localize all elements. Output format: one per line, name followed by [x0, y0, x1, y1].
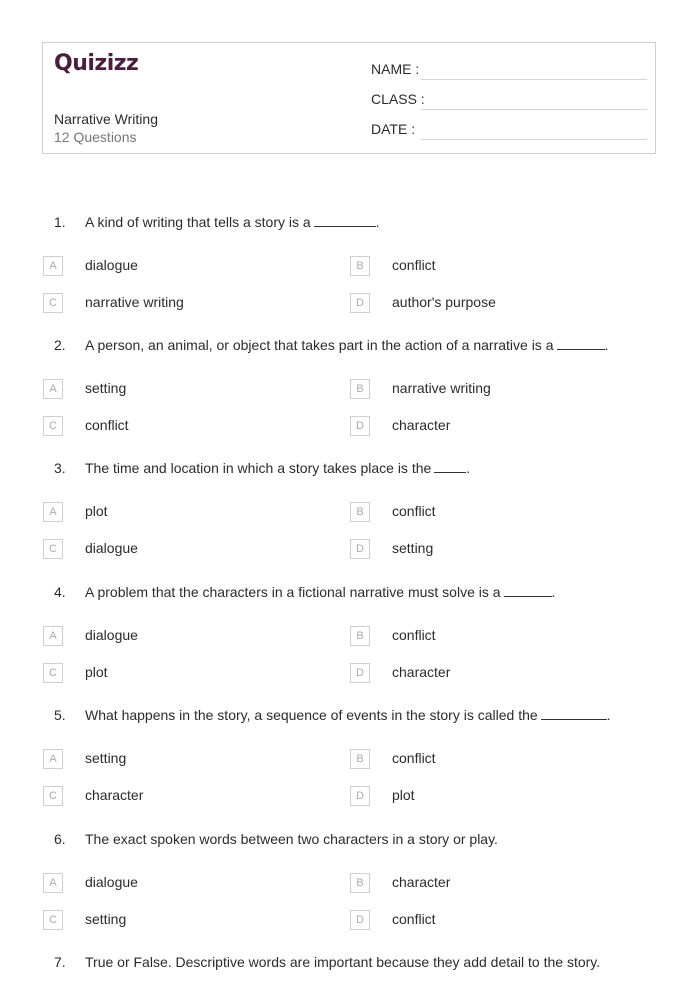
answer-blank	[434, 462, 466, 473]
option-letter-box[interactable]: A	[43, 749, 63, 769]
question-text: The time and location in which a story takes place is the	[85, 460, 432, 476]
option-letter-box[interactable]: D	[350, 293, 370, 313]
question-text: A kind of writing that tells a story is a	[85, 214, 311, 230]
question-3	[54, 460, 470, 476]
option-letter-box[interactable]: B	[350, 626, 370, 646]
option-text: dialogue	[85, 874, 138, 890]
date-label: DATE :	[371, 121, 416, 137]
option-letter-box[interactable]: B	[350, 502, 370, 522]
question-end-punct: .	[375, 214, 380, 230]
question-number: 7.	[54, 954, 66, 970]
option-letter-box[interactable]: D	[350, 539, 370, 559]
option-text: character	[392, 874, 451, 890]
option-text: author's purpose	[392, 294, 496, 310]
answer-blank	[504, 586, 552, 597]
option-letter-box[interactable]: B	[350, 873, 370, 893]
answer-blank	[557, 339, 605, 350]
option-text: setting	[85, 911, 127, 927]
question-4	[54, 584, 555, 600]
option-letter-box[interactable]: A	[43, 379, 63, 399]
question-end-punct: .	[606, 707, 611, 723]
option-text: dialogue	[85, 627, 138, 643]
option-text: dialogue	[85, 540, 138, 556]
option-text: setting	[85, 380, 127, 396]
option-text: character	[392, 417, 451, 433]
name-label: NAME :	[371, 61, 420, 77]
option-letter-box[interactable]: C	[43, 786, 63, 806]
option-text: setting	[392, 540, 434, 556]
question-number: 2.	[54, 337, 66, 353]
option-letter-box[interactable]: A	[43, 873, 63, 893]
question-6	[54, 831, 498, 847]
option-letter-box[interactable]: B	[350, 749, 370, 769]
option-text: conflict	[392, 627, 436, 643]
option-text: conflict	[392, 911, 436, 927]
option-letter-box[interactable]: B	[350, 379, 370, 399]
answer-blank	[541, 709, 607, 720]
name-line	[421, 79, 647, 80]
option-letter-box[interactable]: D	[350, 910, 370, 930]
question-number: 3.	[54, 460, 66, 476]
question-number: 6.	[54, 831, 66, 847]
option-text: conflict	[392, 750, 436, 766]
option-letter-box[interactable]: C	[43, 539, 63, 559]
option-text: plot	[85, 503, 108, 519]
option-letter-box[interactable]: A	[43, 502, 63, 522]
option-text: conflict	[392, 257, 436, 273]
option-letter-box[interactable]: A	[43, 256, 63, 276]
question-text: True or False. Descriptive words are important because they add detail to the story.	[85, 954, 601, 970]
class-line	[421, 109, 647, 110]
question-number: 4.	[54, 584, 66, 600]
option-text: setting	[85, 750, 127, 766]
option-letter-box[interactable]: B	[350, 256, 370, 276]
question-count: 12 Questions	[54, 129, 137, 145]
option-text: conflict	[85, 417, 129, 433]
question-end-punct: .	[604, 337, 609, 353]
date-line	[421, 139, 647, 140]
option-text: plot	[85, 664, 108, 680]
worksheet-header	[42, 42, 656, 154]
option-text: narrative writing	[85, 294, 184, 310]
option-text: character	[392, 664, 451, 680]
question-text: A person, an animal, or object that takes part in the action of a narrative is a	[85, 337, 554, 353]
question-number: 5.	[54, 707, 66, 723]
option-letter-box[interactable]: C	[43, 663, 63, 683]
question-end-punct: .	[551, 584, 556, 600]
option-text: conflict	[392, 503, 436, 519]
question-number: 1.	[54, 214, 66, 230]
option-letter-box[interactable]: D	[350, 786, 370, 806]
answer-blank	[314, 216, 376, 227]
question-end-punct: .	[466, 460, 471, 476]
option-text: dialogue	[85, 257, 138, 273]
option-letter-box[interactable]: C	[43, 416, 63, 436]
question-2	[54, 337, 608, 353]
option-letter-box[interactable]: D	[350, 416, 370, 436]
question-5	[54, 707, 611, 723]
class-label: CLASS :	[371, 91, 425, 107]
option-text: character	[85, 787, 144, 803]
option-letter-box[interactable]: A	[43, 626, 63, 646]
question-1	[54, 214, 380, 230]
worksheet-title: Narrative Writing	[54, 111, 158, 127]
option-text: plot	[392, 787, 415, 803]
option-letter-box[interactable]: C	[43, 910, 63, 930]
question-text: What happens in the story, a sequence of events in the story is called the	[85, 707, 538, 723]
question-7	[54, 954, 600, 970]
quizizz-logo: Quizizz	[54, 51, 139, 76]
option-text: narrative writing	[392, 380, 491, 396]
question-text: A problem that the characters in a fictional narrative must solve is a	[85, 584, 501, 600]
question-text: The exact spoken words between two characters in a story or play.	[85, 831, 498, 847]
option-letter-box[interactable]: C	[43, 293, 63, 313]
option-letter-box[interactable]: D	[350, 663, 370, 683]
